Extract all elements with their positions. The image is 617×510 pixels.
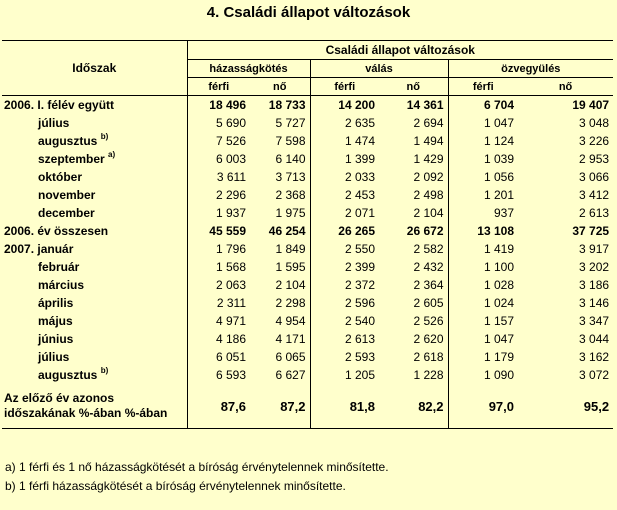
table-row xyxy=(2,348,613,366)
row-label xyxy=(2,150,187,168)
value-cell: 1 157 xyxy=(448,312,518,330)
row-label-text: október xyxy=(38,170,83,184)
value-cell: 3 202 xyxy=(579,260,610,274)
value-cell: 1 228 xyxy=(413,368,444,382)
row-label xyxy=(2,96,187,115)
row-label xyxy=(2,258,187,276)
summary-label-line1: Az előző év azonos xyxy=(4,391,115,405)
value-cell: 1 090 xyxy=(448,366,518,384)
value-cell: 1 568 xyxy=(187,258,250,276)
data-table xyxy=(2,41,613,428)
row-label xyxy=(2,222,187,240)
table-row xyxy=(2,114,613,132)
value-cell: 2 953 xyxy=(579,152,610,166)
value-cell: 13 108 xyxy=(448,222,518,240)
value-cell: 2 550 xyxy=(310,240,379,258)
data-table-container xyxy=(2,40,613,429)
value-cell: 3 226 xyxy=(579,134,610,148)
value-cell: 1 937 xyxy=(187,204,250,222)
summary-value: 82,2 xyxy=(418,398,444,414)
value-cell: 3 044 xyxy=(579,332,610,346)
table-row xyxy=(2,186,613,204)
value-cell: 4 186 xyxy=(187,330,250,348)
value-cell: 2 593 xyxy=(310,348,379,366)
footnote-marker: b) xyxy=(100,366,109,375)
value-cell: 2 526 xyxy=(413,314,444,328)
value-cell: 2 372 xyxy=(310,276,379,294)
summary-value: 95,2 xyxy=(583,398,610,414)
row-label-text: július xyxy=(38,116,70,130)
value-cell: 1 039 xyxy=(448,150,518,168)
value-cell: 6 003 xyxy=(187,150,250,168)
row-label-text: 2007. január xyxy=(4,242,74,256)
value-cell: 1 028 xyxy=(448,276,518,294)
value-cell: 2 104 xyxy=(413,206,444,220)
value-cell: 2 368 xyxy=(275,188,306,202)
summary-row xyxy=(2,384,613,428)
table-row xyxy=(2,366,613,384)
value-cell: 937 xyxy=(448,204,518,222)
row-label-text: augusztus xyxy=(38,134,98,148)
value-cell: 46 254 xyxy=(268,224,306,238)
table-row xyxy=(2,240,613,258)
table-row xyxy=(2,132,613,150)
value-cell: 3 072 xyxy=(579,368,610,382)
value-cell: 2 104 xyxy=(275,278,306,292)
value-cell: 3 162 xyxy=(579,350,610,364)
summary-label-line2: időszakának %-ában %-ában xyxy=(4,406,168,420)
footnote-marker: a) xyxy=(108,150,116,159)
table-row xyxy=(2,312,613,330)
row-label-text: augusztus xyxy=(38,368,98,382)
value-cell: 2 298 xyxy=(275,296,306,310)
footnote-a: a) 1 férfi és 1 nő házasságkötését a bíróság érvénytelennek minősítette. xyxy=(5,460,389,474)
value-cell: 45 559 xyxy=(187,222,250,240)
footnotes xyxy=(5,458,389,496)
value-cell: 1 024 xyxy=(448,294,518,312)
value-cell: 2 453 xyxy=(310,186,379,204)
row-label-text: december xyxy=(38,206,95,220)
table-row xyxy=(2,258,613,276)
table-row xyxy=(2,150,613,168)
table-row xyxy=(2,96,613,115)
value-cell: 1 429 xyxy=(413,152,444,166)
value-cell: 14 361 xyxy=(406,98,444,112)
value-cell: 2 540 xyxy=(310,312,379,330)
value-cell: 1 494 xyxy=(413,134,444,148)
row-label xyxy=(2,312,187,330)
summary-label xyxy=(2,384,187,428)
value-cell: 5 727 xyxy=(275,116,306,130)
value-cell: 4 171 xyxy=(275,332,306,346)
value-cell: 1 179 xyxy=(448,348,518,366)
value-cell: 1 201 xyxy=(448,186,518,204)
row-label-text: július xyxy=(38,350,70,364)
value-cell: 26 672 xyxy=(406,224,444,238)
value-cell: 2 071 xyxy=(310,204,379,222)
table-row xyxy=(2,330,613,348)
value-cell: 6 627 xyxy=(275,368,306,382)
marriage-female-header: nő xyxy=(250,78,310,96)
value-cell: 6 051 xyxy=(187,348,250,366)
value-cell: 2 498 xyxy=(413,188,444,202)
row-label xyxy=(2,294,187,312)
row-label xyxy=(2,132,187,150)
footnote-b: b) 1 férfi házasságkötését a bíróság érvénytelennek minősítette. xyxy=(5,479,346,493)
marriage-male-header: férfi xyxy=(187,78,250,96)
row-label-text: szeptember xyxy=(38,152,105,166)
value-cell: 2 092 xyxy=(413,170,444,184)
row-label-text: június xyxy=(38,332,74,346)
row-label-text: november xyxy=(38,188,96,202)
value-cell: 2 613 xyxy=(310,330,379,348)
value-cell: 1 056 xyxy=(448,168,518,186)
row-label xyxy=(2,240,187,258)
row-label-text: február xyxy=(38,260,80,274)
value-cell: 6 065 xyxy=(275,350,306,364)
row-label xyxy=(2,186,187,204)
value-cell: 2 063 xyxy=(187,276,250,294)
table-row xyxy=(2,168,613,186)
row-label xyxy=(2,276,187,294)
row-label-text: 2006. I. félév együtt xyxy=(4,98,115,112)
value-cell: 3 713 xyxy=(275,170,306,184)
row-label xyxy=(2,366,187,384)
summary-value: 97,0 xyxy=(448,384,518,428)
value-cell: 2 620 xyxy=(413,332,444,346)
value-cell: 37 725 xyxy=(572,224,610,238)
value-cell: 2 033 xyxy=(310,168,379,186)
row-label-text: május xyxy=(38,314,73,328)
value-cell: 2 364 xyxy=(413,278,444,292)
value-cell: 2 399 xyxy=(310,258,379,276)
table-row xyxy=(2,222,613,240)
summary-value: 81,8 xyxy=(310,384,379,428)
page-title: 4. Családi állapot változások xyxy=(206,4,411,21)
widowhood-female-header: nő xyxy=(518,78,613,96)
value-cell: 7 598 xyxy=(275,134,306,148)
value-cell: 1 047 xyxy=(448,114,518,132)
value-cell: 18 496 xyxy=(187,96,250,115)
divorce-female-header: nő xyxy=(379,78,448,96)
row-label-text: április xyxy=(38,296,74,310)
row-label xyxy=(2,114,187,132)
table-row xyxy=(2,294,613,312)
divorce-header: válás xyxy=(310,60,448,78)
row-label-text: 2006. év összesen xyxy=(4,224,109,238)
value-cell: 2 596 xyxy=(310,294,379,312)
group-header: Családi állapot változások xyxy=(187,41,613,60)
value-cell: 6 704 xyxy=(448,96,518,115)
value-cell: 3 347 xyxy=(579,314,610,328)
value-cell: 1 205 xyxy=(310,366,379,384)
widowhood-header: özvegyülés xyxy=(448,60,613,78)
value-cell: 4 971 xyxy=(187,312,250,330)
value-cell: 1 399 xyxy=(310,150,379,168)
value-cell: 1 100 xyxy=(448,258,518,276)
value-cell: 3 611 xyxy=(187,168,250,186)
row-label xyxy=(2,348,187,366)
value-cell: 1 975 xyxy=(275,206,306,220)
value-cell: 2 582 xyxy=(413,242,444,256)
value-cell: 2 613 xyxy=(579,206,610,220)
value-cell: 2 605 xyxy=(413,296,444,310)
value-cell: 2 635 xyxy=(310,114,379,132)
divorce-male-header: férfi xyxy=(310,78,379,96)
table-row xyxy=(2,204,613,222)
value-cell: 18 733 xyxy=(268,98,306,112)
value-cell: 3 186 xyxy=(579,278,610,292)
marriage-header: házasságkötés xyxy=(187,60,310,78)
row-label xyxy=(2,330,187,348)
value-cell: 3 048 xyxy=(579,116,610,130)
value-cell: 26 265 xyxy=(310,222,379,240)
value-cell: 1 796 xyxy=(187,240,250,258)
value-cell: 3 146 xyxy=(579,296,610,310)
value-cell: 4 954 xyxy=(275,314,306,328)
value-cell: 1 419 xyxy=(448,240,518,258)
value-cell: 14 200 xyxy=(310,96,379,115)
value-cell: 19 407 xyxy=(572,98,610,112)
value-cell: 7 526 xyxy=(187,132,250,150)
value-cell: 1 849 xyxy=(275,242,306,256)
value-cell: 2 296 xyxy=(187,186,250,204)
footnote-marker: b) xyxy=(100,132,109,141)
value-cell: 1 047 xyxy=(448,330,518,348)
period-header: Időszak xyxy=(2,41,187,96)
value-cell: 1 595 xyxy=(275,260,306,274)
value-cell: 6 140 xyxy=(275,152,306,166)
value-cell: 2 694 xyxy=(413,116,444,130)
value-cell: 2 618 xyxy=(413,350,444,364)
row-label xyxy=(2,204,187,222)
value-cell: 2 432 xyxy=(413,260,444,274)
value-cell: 3 917 xyxy=(579,242,610,256)
widowhood-male-header: férfi xyxy=(448,78,518,96)
summary-value: 87,2 xyxy=(280,398,306,414)
table-row xyxy=(2,276,613,294)
value-cell: 3 412 xyxy=(579,188,610,202)
row-label-text: március xyxy=(38,278,85,292)
value-cell: 3 066 xyxy=(579,170,610,184)
row-label xyxy=(2,168,187,186)
value-cell: 2 311 xyxy=(187,294,250,312)
summary-value: 87,6 xyxy=(187,384,250,428)
value-cell: 1 474 xyxy=(310,132,379,150)
value-cell: 1 124 xyxy=(448,132,518,150)
value-cell: 5 690 xyxy=(187,114,250,132)
value-cell: 6 593 xyxy=(187,366,250,384)
